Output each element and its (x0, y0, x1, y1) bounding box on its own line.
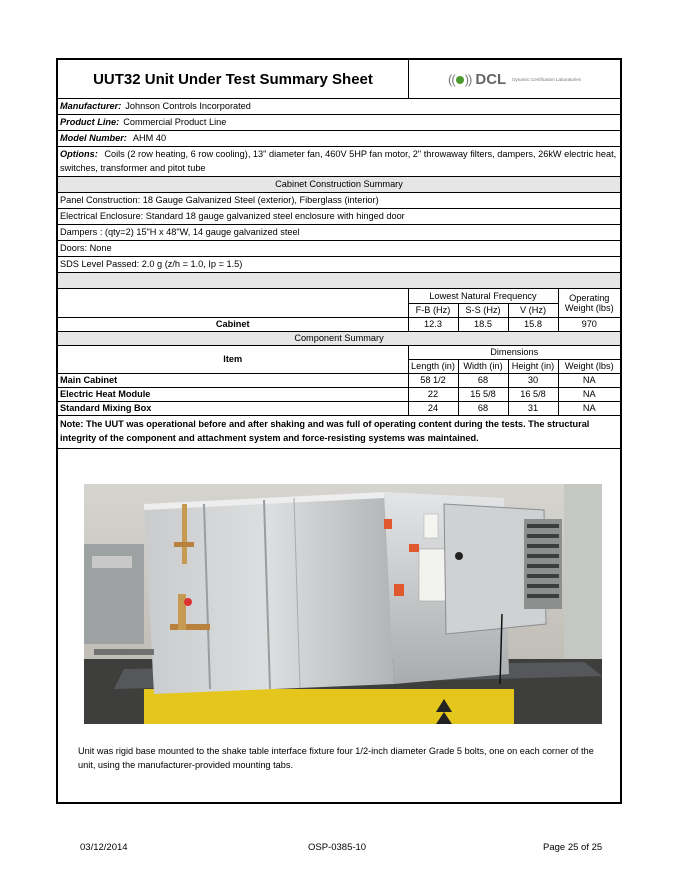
logo-text: DCL (475, 70, 507, 88)
footer-date: 03/12/2014 (80, 842, 128, 853)
component-item: Main Cabinet (58, 373, 408, 387)
construction-line: Dampers : (qty=2) 15"H x 48"W, 14 gauge galvanized steel (58, 225, 620, 241)
component-item: Electric Heat Module (58, 387, 408, 401)
length-header: Length (in) (408, 359, 458, 373)
unit-photo-image (84, 484, 602, 724)
v-header: V (Hz) (508, 303, 558, 317)
component-weight: NA (558, 373, 620, 387)
unit-photo (84, 484, 602, 724)
manufacturer-row (58, 99, 620, 115)
component-height: 30 (508, 373, 558, 387)
options-value: Coils (2 row heating, 6 row cooling), 13" diameter fan, 460V 5HP fan motor, 2" throwaway filters, dampers, 26kW electric heat, switches, transformer and pitot tube (60, 149, 617, 173)
component-summary-title: Component Summary (58, 331, 620, 345)
component-width: 68 (458, 373, 508, 387)
component-width: 15 5/8 (458, 387, 508, 401)
width-header: Width (in) (458, 359, 508, 373)
v-value: 15.8 (508, 317, 558, 331)
operating-weight-header: Operating Weight (lbs) (558, 289, 620, 317)
spacer-band (58, 273, 620, 289)
frequency-table (58, 289, 620, 416)
component-length: 24 (408, 401, 458, 415)
component-item: Standard Mixing Box (58, 401, 408, 415)
component-height: 16 5/8 (508, 387, 558, 401)
model-value: AHM 40 (132, 133, 167, 143)
product-line-row (58, 115, 620, 131)
component-weight: NA (558, 401, 620, 415)
weight-value: 970 (558, 317, 620, 331)
sheet-title: UUT32 Unit Under Test Summary Sheet (58, 60, 409, 98)
footer-page-number: Page 25 of 25 (543, 842, 603, 853)
signal-waves-icon: (( )) (448, 71, 472, 87)
manufacturer-label: Manufacturer: (60, 101, 122, 111)
model-label: Model Number: (60, 133, 127, 143)
component-height: 31 (508, 401, 558, 415)
photo-caption: Unit was rigid base mounted to the shake table interface fixture four 1/2-inch diameter Grade 5 bolts, one on each corner of the unit, using the manufacturer-provided mounting tabs. (78, 746, 594, 770)
dcl-logo (409, 60, 620, 98)
fb-value: 12.3 (408, 317, 458, 331)
logo-subtitle: Dynamic Certification Laboratories (512, 76, 581, 82)
component-width: 68 (458, 401, 508, 415)
component-weight: NA (558, 387, 620, 401)
component-weight-header: Weight (lbs) (558, 359, 620, 373)
cabinet-construction-title: Cabinet Construction Summary (58, 177, 620, 193)
product-line-label: Product Line: (60, 117, 120, 127)
frequency-group-header: Lowest Natural Frequency (408, 289, 558, 303)
product-line-value: Commercial Product Line (123, 117, 227, 127)
height-header: Height (in) (508, 359, 558, 373)
construction-line: Electrical Enclosure: Standard 18 gauge galvanized steel enclosure with hinged door (58, 209, 620, 225)
construction-line: Panel Construction: 18 Gauge Galvanized Steel (exterior), Fiberglass (interior) (58, 193, 620, 209)
dimensions-header: Dimensions (408, 345, 620, 359)
table-row (58, 373, 620, 387)
ss-value: 18.5 (458, 317, 508, 331)
options-label: Options: (60, 149, 98, 159)
construction-line: SDS Level Passed: 2.0 g (z/h = 1.0, Ip = 1.5) (58, 257, 620, 273)
footer-doc-number: OSP-0385-10 (308, 842, 367, 853)
summary-sheet (56, 58, 622, 804)
component-length: 58 1/2 (408, 373, 458, 387)
fb-header: F-B (Hz) (408, 303, 458, 317)
table-row (58, 401, 620, 415)
ss-header: S-S (Hz) (458, 303, 508, 317)
construction-line: Doors: None (58, 241, 620, 257)
frequency-blank-cell (58, 289, 408, 317)
options-row (58, 147, 620, 177)
model-row (58, 131, 620, 147)
table-row (58, 387, 620, 401)
cabinet-label: Cabinet (58, 317, 408, 331)
manufacturer-value: Johnson Controls Incorporated (125, 101, 251, 111)
sheet-header (58, 60, 620, 99)
component-length: 22 (408, 387, 458, 401)
item-header: Item (58, 345, 408, 373)
test-note: Note: The UUT was operational before and after shaking and was full of operating content during the tests. The structural integrity of the component and attachment system and force-resisting systems was maintained. (58, 416, 620, 449)
